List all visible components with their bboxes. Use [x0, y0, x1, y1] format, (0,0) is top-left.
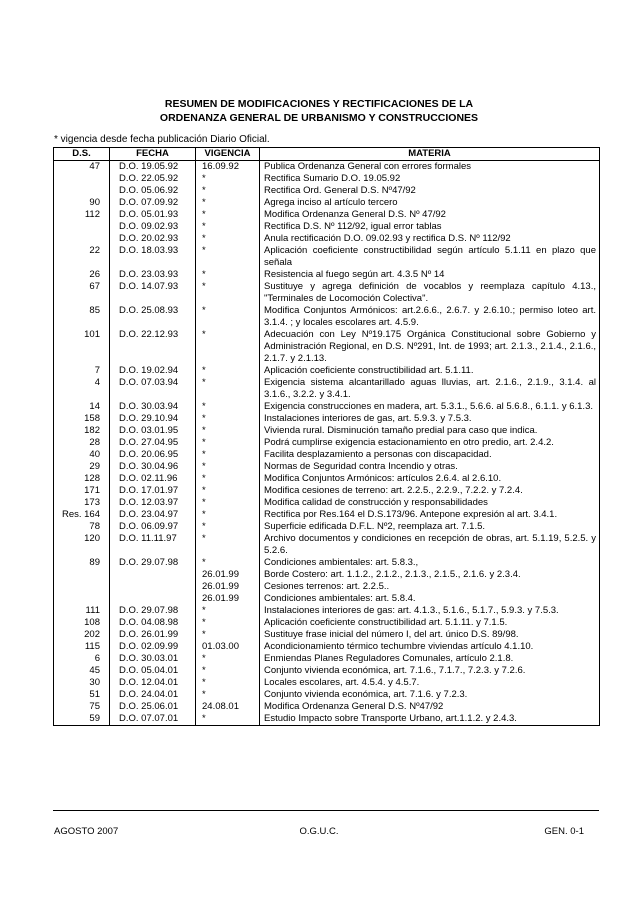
cell-materia: Rectifica Ord. General D.S. Nº47/92 — [260, 185, 600, 197]
cell-materia: Estudio Impacto sobre Transporte Urbano, art.1.1.2. y 2.4.3. — [260, 713, 600, 726]
cell-ds: 67 — [54, 281, 110, 305]
table-row — [54, 449, 600, 461]
cell-ds: 78 — [54, 521, 110, 533]
cell-vigencia: * — [196, 233, 260, 245]
cell-fecha: D.O. 25.06.01 — [110, 701, 196, 713]
cell-ds — [54, 185, 110, 197]
cell-ds — [54, 221, 110, 233]
table-row — [54, 497, 600, 509]
header-vigencia: VIGENCIA — [196, 148, 260, 161]
cell-materia: Agrega inciso al artículo tercero — [260, 197, 600, 209]
cell-vigencia: * — [196, 437, 260, 449]
table-row — [54, 413, 600, 425]
cell-vigencia: * — [196, 629, 260, 641]
cell-vigencia: * — [196, 305, 260, 329]
cell-materia: Vivienda rural. Disminución tamaño predial para caso que indica. — [260, 425, 600, 437]
table-row — [54, 425, 600, 437]
cell-ds: 28 — [54, 437, 110, 449]
table-row — [54, 269, 600, 281]
cell-materia: Modifica calidad de construcción y responsabilidades — [260, 497, 600, 509]
table-row — [54, 533, 600, 557]
table-row — [54, 605, 600, 617]
cell-ds: 51 — [54, 689, 110, 701]
cell-materia: Modifica cesiones de terreno: art. 2.2.5., 2.2.9., 7.2.2. y 7.2.4. — [260, 485, 600, 497]
cell-fecha: D.O. 23.03.93 — [110, 269, 196, 281]
footer-code: O.G.U.C. — [299, 826, 339, 837]
cell-materia: Instalaciones interiores de gas: art. 4.1.3., 5.1.6., 5.1.7., 5.9.3. y 7.5.3. — [260, 605, 600, 617]
cell-fecha: D.O. 09.02.93 — [110, 221, 196, 233]
cell-vigencia: * — [196, 197, 260, 209]
cell-vigencia: * — [196, 401, 260, 413]
cell-ds: 30 — [54, 677, 110, 689]
table-row — [54, 689, 600, 701]
table-row — [54, 437, 600, 449]
cell-vigencia: * — [196, 221, 260, 233]
cell-ds: 89 — [54, 557, 110, 605]
table-row — [54, 185, 600, 197]
cell-vigencia: * — [196, 473, 260, 485]
cell-fecha: D.O. 30.03.94 — [110, 401, 196, 413]
document-title-line-1: RESUMEN DE MODIFICACIONES Y RECTIFICACIONES DE LA — [164, 98, 474, 110]
cell-fecha: D.O. 20.02.93 — [110, 233, 196, 245]
cell-fecha: D.O. 19.02.94 — [110, 365, 196, 377]
cell-ds: 75 — [54, 701, 110, 713]
cell-vigencia: * — [196, 653, 260, 665]
cell-vigencia: * — [196, 281, 260, 305]
table-row — [54, 461, 600, 473]
cell-ds: 22 — [54, 245, 110, 269]
table-body — [54, 161, 600, 726]
cell-materia: Modifica Ordenanza General D.S. Nº47/92 — [260, 701, 600, 713]
table-row — [54, 509, 600, 521]
cell-fecha: D.O. 20.06.95 — [110, 449, 196, 461]
cell-ds: 14 — [54, 401, 110, 413]
cell-materia: Sustituye frase inicial del número I, del art. único D.S. 89/98. — [260, 629, 600, 641]
cell-fecha: D.O. 24.04.01 — [110, 689, 196, 701]
table-row — [54, 281, 600, 305]
cell-materia: Modifica Ordenanza General D.S. Nº 47/92 — [260, 209, 600, 221]
table-row — [54, 701, 600, 713]
cell-ds: 108 — [54, 617, 110, 629]
cell-fecha: D.O. 19.05.92 — [110, 161, 196, 174]
table-row — [54, 713, 600, 726]
table-row — [54, 629, 600, 641]
header-ds: D.S. — [54, 148, 110, 161]
table-row — [54, 173, 600, 185]
table-row — [54, 365, 600, 377]
vigencia-note: * vigencia desde fecha publicación Diario Oficial. — [54, 134, 270, 145]
table-row — [54, 473, 600, 485]
cell-fecha: D.O. 25.08.93 — [110, 305, 196, 329]
cell-vigencia: * — [196, 605, 260, 617]
cell-fecha: D.O. 12.04.01 — [110, 677, 196, 689]
cell-fecha: D.O. 18.03.93 — [110, 245, 196, 269]
cell-vigencia: * — [196, 269, 260, 281]
cell-ds: 45 — [54, 665, 110, 677]
cell-vigencia: * — [196, 329, 260, 365]
cell-materia: Podrá cumplirse exigencia estacionamiento en otro predio, art. 2.4.2. — [260, 437, 600, 449]
cell-materia: Resistencia al fuego según art. 4.3.5 Nº 14 — [260, 269, 600, 281]
cell-materia: Conjunto vivienda económica, art. 7.1.6. y 7.2.3. — [260, 689, 600, 701]
cell-fecha: D.O. 14.07.93 — [110, 281, 196, 305]
table-row — [54, 377, 600, 401]
cell-fecha: D.O. 11.11.97 — [110, 533, 196, 557]
table-row — [54, 329, 600, 365]
cell-vigencia: * — [196, 485, 260, 497]
cell-vigencia: * — [196, 245, 260, 269]
cell-vigencia: * — [196, 497, 260, 509]
table-row — [54, 221, 600, 233]
cell-vigencia: 01.03.00 — [196, 641, 260, 653]
cell-vigencia: * — [196, 185, 260, 197]
cell-vigencia: * — [196, 689, 260, 701]
cell-fecha: D.O. 27.04.95 — [110, 437, 196, 449]
cell-ds: 111 — [54, 605, 110, 617]
table-header-row — [54, 148, 600, 161]
cell-materia: Rectifica Sumario D.O. 19.05.92 — [260, 173, 600, 185]
cell-ds — [54, 233, 110, 245]
cell-ds: 202 — [54, 629, 110, 641]
cell-materia: Sustituye y agrega definición de vocablos y reemplaza capítulo 4.13., "Terminales de Locomoción Colectiva". — [260, 281, 600, 305]
cell-materia: Modifica Conjuntos Armónicos: art.2.6.6., 2.6.7. y 2.6.10.; permiso loteo art. 3.1.4. ; y locales escolares art. 4.5.9. — [260, 305, 600, 329]
cell-fecha: D.O. 03.01.95 — [110, 425, 196, 437]
cell-ds: 173 — [54, 497, 110, 509]
cell-materia: Instalaciones interiores de gas, art. 5.9.3. y 7.5.3. — [260, 413, 600, 425]
cell-vigencia: * — [196, 377, 260, 401]
cell-ds: 40 — [54, 449, 110, 461]
cell-vigencia: * — [196, 713, 260, 726]
cell-ds: 128 — [54, 473, 110, 485]
table-row — [54, 401, 600, 413]
cell-vigencia: 24.08.01 — [196, 701, 260, 713]
cell-vigencia: * — [196, 425, 260, 437]
cell-materia: Exigencia construcciones en madera, art. 5.3.1., 5.6.6. al 5.6.8., 6.1.1. y 6.1.3. — [260, 401, 600, 413]
cell-fecha: D.O. 05.04.01 — [110, 665, 196, 677]
cell-fecha: D.O. 04.08.98 — [110, 617, 196, 629]
cell-materia: Condiciones ambientales: art. 5.8.3., Borde Costero: art. 1.1.2., 2.1.2., 2.1.3., 2.1.5., 2.1.6. y 2.3.4. Cesiones terrenos: art. 2.2.5.. Condiciones ambientales: art. 5.8.4. — [260, 557, 600, 605]
cell-ds: 101 — [54, 329, 110, 365]
table-row — [54, 653, 600, 665]
cell-ds: 6 — [54, 653, 110, 665]
table-row — [54, 245, 600, 269]
cell-fecha: D.O. 07.03.94 — [110, 377, 196, 401]
cell-materia: Superficie edificada D.F.L. Nº2, reemplaza art. 7.1.5. — [260, 521, 600, 533]
cell-materia: Aplicación coeficiente constructibilidad según artículo 5.1.11 en plazo que señala — [260, 245, 600, 269]
table-row — [54, 665, 600, 677]
cell-ds: 171 — [54, 485, 110, 497]
cell-materia: Modifica Conjuntos Armónicos: artículos 2.6.4. al 2.6.10. — [260, 473, 600, 485]
cell-vigencia: * — [196, 413, 260, 425]
table-row — [54, 305, 600, 329]
cell-materia: Adecuación con Ley Nº19.175 Orgánica Constitucional sobre Gobierno y Administración Regional, en D.S. Nº291, Int. de 1993; art. 2.1.3., 2.1.4., 2.1.6., 2.1.7. y 2.1.13. — [260, 329, 600, 365]
cell-ds: 4 — [54, 377, 110, 401]
cell-vigencia: * — [196, 209, 260, 221]
footer-rule — [53, 810, 599, 811]
cell-ds: 115 — [54, 641, 110, 653]
cell-vigencia: * — [196, 677, 260, 689]
cell-materia: Acondicionamiento térmico techumbre viviendas artículo 4.1.10. — [260, 641, 600, 653]
cell-materia: Anula rectificación D.O. 09.02.93 y rectifica D.S. Nº 112/92 — [260, 233, 600, 245]
cell-fecha: D.O. 12.03.97 — [110, 497, 196, 509]
cell-vigencia: * — [196, 173, 260, 185]
cell-materia: Rectifica D.S. Nº 112/92, igual error tablas — [260, 221, 600, 233]
table-row — [54, 521, 600, 533]
cell-vigencia: * — [196, 617, 260, 629]
cell-fecha: D.O. 06.09.97 — [110, 521, 196, 533]
cell-materia: Aplicación coeficiente constructibilidad art. 5.1.11. y 7.1.5. — [260, 617, 600, 629]
cell-vigencia: * — [196, 533, 260, 557]
cell-fecha: D.O. 26.01.99 — [110, 629, 196, 641]
cell-ds: 90 — [54, 197, 110, 209]
cell-materia: Facilita desplazamiento a personas con discapacidad. — [260, 449, 600, 461]
cell-ds: Res. 164 — [54, 509, 110, 521]
cell-ds: 85 — [54, 305, 110, 329]
cell-fecha: D.O. 23.04.97 — [110, 509, 196, 521]
cell-ds — [54, 173, 110, 185]
cell-fecha: D.O. 05.01.93 — [110, 209, 196, 221]
table-row — [54, 641, 600, 653]
cell-vigencia: * — [196, 509, 260, 521]
cell-fecha: D.O. 30.03.01 — [110, 653, 196, 665]
cell-fecha: D.O. 07.07.01 — [110, 713, 196, 726]
cell-ds: 7 — [54, 365, 110, 377]
table-row — [54, 617, 600, 629]
cell-fecha: D.O. 02.11.96 — [110, 473, 196, 485]
cell-materia: Locales escolares, art. 4.5.4. y 4.5.7. — [260, 677, 600, 689]
modifications-table — [53, 147, 600, 726]
cell-vigencia: 16.09.92 — [196, 161, 260, 174]
cell-fecha: D.O. 02.09.99 — [110, 641, 196, 653]
cell-ds: 182 — [54, 425, 110, 437]
cell-materia: Rectifica por Res.164 el D.S.173/96. Antepone expresión al art. 3.4.1. — [260, 509, 600, 521]
cell-fecha: D.O. 29.07.98 — [110, 557, 196, 605]
cell-ds: 29 — [54, 461, 110, 473]
cell-vigencia: * 26.01.99 26.01.99 26.01.99 — [196, 557, 260, 605]
cell-materia: Enmiendas Planes Reguladores Comunales, artículo 2.1.8. — [260, 653, 600, 665]
cell-fecha: D.O. 05.06.92 — [110, 185, 196, 197]
cell-vigencia: * — [196, 449, 260, 461]
cell-vigencia: * — [196, 665, 260, 677]
cell-vigencia: * — [196, 461, 260, 473]
document-title-line-2: ORDENANZA GENERAL DE URBANISMO Y CONSTRUCCIONES — [159, 112, 479, 124]
cell-ds: 47 — [54, 161, 110, 174]
table-row — [54, 197, 600, 209]
cell-fecha: D.O. 29.10.94 — [110, 413, 196, 425]
cell-materia: Publica Ordenanza General con errores formales — [260, 161, 600, 174]
cell-vigencia: * — [196, 365, 260, 377]
header-materia: MATERIA — [260, 148, 600, 161]
cell-fecha: D.O. 29.07.98 — [110, 605, 196, 617]
cell-vigencia: * — [196, 521, 260, 533]
cell-fecha: D.O. 22.12.93 — [110, 329, 196, 365]
cell-fecha: D.O. 17.01.97 — [110, 485, 196, 497]
cell-fecha: D.O. 22.05.92 — [110, 173, 196, 185]
cell-materia: Exigencia sistema alcantarillado aguas lluvias, art. 2.1.6., 2.1.9., 3.1.4. al 3.1.6., 3.2.2. y 3.4.1. — [260, 377, 600, 401]
table-row — [54, 233, 600, 245]
cell-materia: Aplicación coeficiente constructibilidad art. 5.1.11. — [260, 365, 600, 377]
footer-date: AGOSTO 2007 — [54, 826, 119, 837]
cell-ds: 26 — [54, 269, 110, 281]
header-fecha: FECHA — [110, 148, 196, 161]
footer-page: GEN. 0-1 — [544, 826, 584, 837]
cell-fecha: D.O. 30.04.96 — [110, 461, 196, 473]
table-row — [54, 161, 600, 174]
cell-fecha: D.O. 07.09.92 — [110, 197, 196, 209]
cell-ds: 158 — [54, 413, 110, 425]
table-row — [54, 677, 600, 689]
table-row — [54, 485, 600, 497]
cell-materia: Normas de Seguridad contra Incendio y otras. — [260, 461, 600, 473]
cell-materia: Archivo documentos y condiciones en recepción de obras, art. 5.1.19, 5.2.5. y 5.2.6. — [260, 533, 600, 557]
cell-materia: Conjunto vivienda económica, art. 7.1.6., 7.1.7., 7.2.3. y 7.2.6. — [260, 665, 600, 677]
cell-ds: 120 — [54, 533, 110, 557]
cell-ds: 112 — [54, 209, 110, 221]
table-row — [54, 209, 600, 221]
cell-ds: 59 — [54, 713, 110, 726]
table-row — [54, 557, 600, 605]
